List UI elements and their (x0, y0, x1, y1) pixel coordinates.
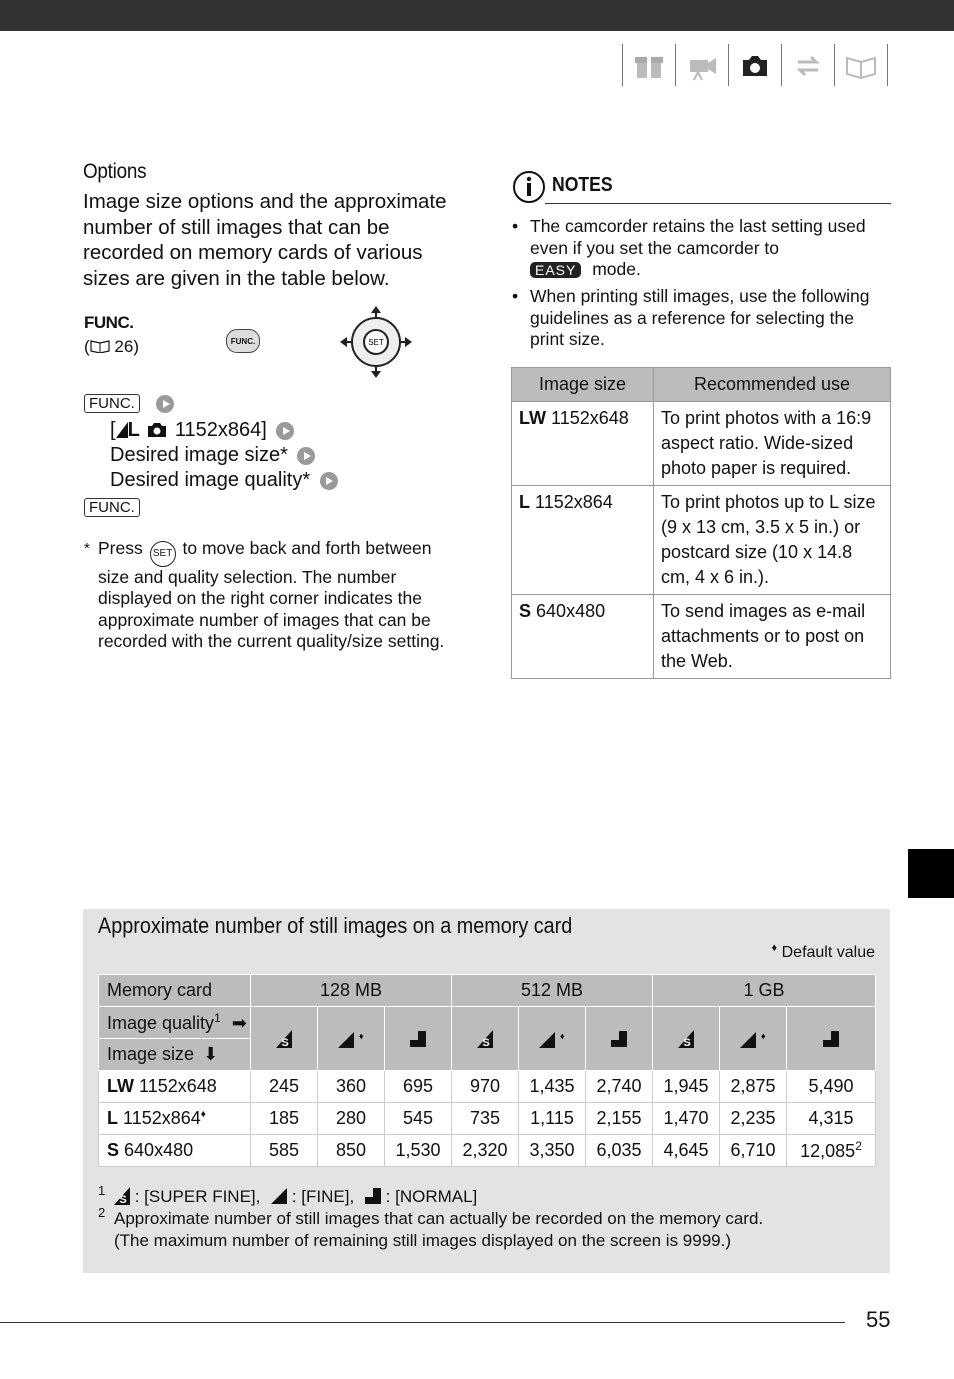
section-nav (622, 44, 888, 86)
cell-value: 12,085 (800, 1141, 856, 1161)
svg-text:♦: ♦ (359, 1031, 364, 1042)
bullet-dot: • (512, 216, 519, 236)
page-number: 55 (866, 1307, 891, 1332)
quality-normal-icon (385, 1007, 452, 1071)
table-cell: 1,115 (519, 1103, 586, 1135)
camera-icon (737, 48, 773, 82)
bullet-1-text-a: The camcorder retains the last setting used even if you set the camcorder to (530, 216, 866, 258)
size-l-icon: L (127, 419, 140, 441)
quality-superfine-icon (653, 1007, 720, 1071)
notes-bullet-1 (512, 216, 882, 281)
default-value-note (772, 942, 875, 962)
row-label (99, 1135, 251, 1167)
superfine-icon (114, 1187, 130, 1206)
footnote-1-superfine: : [SUPER FINE], (134, 1187, 261, 1206)
size-value: 1152x648 (551, 408, 629, 428)
transfer-arrows-icon (790, 48, 826, 82)
iq-superscript: 1 (214, 1011, 221, 1025)
default-value-text: Default value (781, 944, 875, 961)
table-cell: 6,035 (586, 1135, 653, 1167)
next-arrow-icon (156, 395, 174, 413)
table-cell: 1,530 (385, 1135, 452, 1167)
size-value: 640x480 (536, 601, 606, 621)
col-header-recommended-use: Recommended use (654, 368, 891, 402)
fine-icon (271, 1187, 287, 1206)
book-ref-icon (90, 339, 110, 353)
quality-normal-icon (586, 1007, 653, 1071)
table-cell-use: To print photos with a 16:9 aspect ratio. Wide-sized photo paper is required. (654, 402, 891, 486)
svg-text:S: S (281, 1037, 289, 1049)
notes-heading: NOTES (552, 174, 613, 196)
table-cell-size (512, 486, 654, 595)
step-size-row (110, 419, 294, 442)
footnote-2-line-2: (The maximum number of remaining still images displayed on the screen is 9999.) (114, 1231, 731, 1250)
panel-title: Approximate number of still images on a memory card (98, 913, 573, 938)
cell-superscript: 2 (855, 1139, 862, 1153)
table-cell: 585 (251, 1135, 318, 1167)
quality-fine-icon (720, 1007, 787, 1071)
card-1gb: 1 GB (653, 975, 876, 1007)
image-quality-label (99, 1007, 251, 1039)
table-cell: 850 (318, 1135, 385, 1167)
step-func-row (84, 395, 174, 413)
nav-tab-movie[interactable] (675, 44, 728, 86)
table-cell: 970 (452, 1071, 519, 1103)
row-label-bold: S (107, 1140, 120, 1160)
svg-text:♦: ♦ (761, 1031, 766, 1042)
table-cell: 735 (452, 1103, 519, 1135)
memory-card-label: Memory card (99, 975, 251, 1007)
size-bold: LW (519, 408, 546, 428)
nav-tab-photo[interactable] (728, 44, 781, 86)
next-arrow-icon (297, 447, 315, 465)
set-button-icon: SET (150, 541, 176, 567)
press-word: Press (98, 538, 143, 558)
bullet-dot: • (512, 286, 519, 306)
size-bold: L (519, 492, 530, 512)
quality-fine-icon (519, 1007, 586, 1071)
table-cell: 4,315 (787, 1103, 876, 1135)
row-label-text: 1152x648 (139, 1076, 217, 1096)
table-cell: 545 (385, 1103, 452, 1135)
row-label-bold: L (107, 1108, 118, 1128)
footnote-1-num: 1 (98, 1183, 106, 1198)
table-cell: 6,710 (720, 1135, 787, 1167)
diamond-icon: ♦ (200, 1109, 206, 1120)
header-bar (0, 0, 954, 31)
book-icon (843, 48, 879, 82)
bullet-1-text (512, 216, 882, 281)
quality-fine-icon (318, 1007, 385, 1071)
func-reference (84, 337, 139, 357)
footnote-1 (98, 1183, 763, 1208)
row-label-bold: LW (107, 1076, 134, 1096)
svg-text:S: S (482, 1037, 490, 1049)
bullet-1-text-b: mode. (592, 259, 641, 279)
svg-text:S: S (119, 1194, 127, 1205)
col-header-image-size: Image size (512, 368, 654, 402)
table-cell-use: To send images as e-mail attachments or to post on the Web. (654, 595, 891, 679)
image-size-text: Image size (107, 1044, 195, 1064)
fine-quality-icon (116, 422, 128, 438)
table-cell: 5,490 (787, 1071, 876, 1103)
right-arrow-icon: ➡ (231, 1013, 247, 1033)
down-arrow-icon: ⬇ (203, 1044, 219, 1064)
card-512mb: 512 MB (452, 975, 653, 1007)
table-cell: 3,350 (519, 1135, 586, 1167)
step-func-end-row (84, 499, 140, 517)
table-cell: 2,875 (720, 1071, 787, 1103)
row-label (99, 1071, 251, 1103)
footnote-2-line-1: Approximate number of still images that can actually be recorded on the memory card. (114, 1209, 764, 1228)
bracket-open: [ (110, 419, 116, 441)
star-mark: * (84, 540, 90, 557)
image-quality-text: Image quality (107, 1013, 215, 1033)
step-image-quality-row (110, 469, 338, 492)
table-cell: 2,740 (586, 1071, 653, 1103)
nav-tab-intro[interactable] (622, 44, 675, 86)
easy-badge: EASY (530, 262, 581, 278)
footnote-1-normal: : [NORMAL] (385, 1187, 478, 1206)
row-label-text: 640x480 (124, 1140, 194, 1160)
footnote-2 (98, 1205, 764, 1252)
table-cell: 2,235 (720, 1103, 787, 1135)
nav-tab-transfer[interactable] (781, 44, 834, 86)
star-footnote-text (84, 538, 462, 653)
func-tag-end: FUNC. (84, 498, 140, 517)
footnote-2-num: 2 (98, 1205, 106, 1220)
table-cell-size (512, 402, 654, 486)
table-cell: 1,435 (519, 1071, 586, 1103)
options-description: Image size options and the approximate number of still images that can be recorded on memory cards of various sizes are given in the table below. (83, 190, 447, 290)
table-cell: 2,320 (452, 1135, 519, 1167)
table-cell: 4,645 (653, 1135, 720, 1167)
svg-text:S: S (683, 1037, 691, 1049)
chapter-tab-marker (908, 849, 954, 898)
options-heading: Options (83, 160, 147, 183)
step-size-text: 1152x864] (174, 419, 267, 441)
table-cell: 2,155 (586, 1103, 653, 1135)
size-bold: S (519, 601, 532, 621)
table-cell: 185 (251, 1103, 318, 1135)
image-size-label (99, 1039, 251, 1071)
recommended-use-table (511, 367, 891, 679)
table-cell-size (512, 595, 654, 679)
gift-box-icon (631, 48, 667, 82)
diamond-icon: ♦ (771, 942, 778, 954)
footer-rule (0, 1322, 845, 1323)
bullet-2-text: When printing still images, use the following guidelines as a reference for selecting the print size. (530, 286, 870, 349)
quality-superfine-icon (452, 1007, 519, 1071)
table-cell: 360 (318, 1071, 385, 1103)
movie-camera-icon (684, 48, 720, 82)
svg-text:♦: ♦ (560, 1031, 565, 1042)
func-tag: FUNC. (84, 394, 140, 413)
row-label (99, 1103, 251, 1135)
quality-superfine-icon (251, 1007, 318, 1071)
table-cell (787, 1135, 876, 1167)
table-cell-use: To print photos up to L size (9 x 13 cm, 3.5 x 5 in.) or postcard size (10 x 14.8 cm, 4 x 6 in.). (654, 486, 891, 595)
size-value: 1152x864 (535, 492, 613, 512)
quality-normal-icon (787, 1007, 876, 1071)
func-button-graphic: FUNC. (226, 329, 260, 353)
table-cell: 1,945 (653, 1071, 720, 1103)
memory-card-table (98, 974, 876, 1167)
star-footnote-body: to move back and forth between size and quality selection. The number displayed on the right corner indicates the approximate number of images that can be recorded with the current quality/size setting. (98, 538, 445, 652)
camera-small-icon (147, 422, 167, 438)
svg-text:SET: SET (368, 338, 384, 347)
panel-footnotes (98, 1183, 764, 1252)
info-icon (512, 170, 546, 204)
table-cell: 1,470 (653, 1103, 720, 1135)
joystick-icon (340, 306, 412, 378)
ref-open: ( (84, 337, 90, 356)
table-cell: 280 (318, 1103, 385, 1135)
table-cell: 695 (385, 1071, 452, 1103)
star-footnote (84, 538, 462, 653)
normal-icon (365, 1187, 381, 1206)
func-label: FUNC. (84, 313, 134, 332)
nav-tab-reference[interactable] (834, 44, 888, 86)
next-arrow-icon (320, 472, 338, 490)
step-image-quality-text: Desired image quality* (110, 469, 311, 491)
notes-bullet-2 (512, 286, 882, 351)
footnote-1-fine: : [FINE], (291, 1187, 355, 1206)
ref-page: 26) (114, 337, 139, 356)
step-image-size-text: Desired image size* (110, 444, 288, 466)
notes-divider (545, 203, 891, 204)
step-image-size-row (110, 444, 315, 467)
next-arrow-icon (276, 422, 294, 440)
card-128mb: 128 MB (251, 975, 452, 1007)
row-label-text: 1152x864 (123, 1108, 201, 1128)
table-cell: 245 (251, 1071, 318, 1103)
